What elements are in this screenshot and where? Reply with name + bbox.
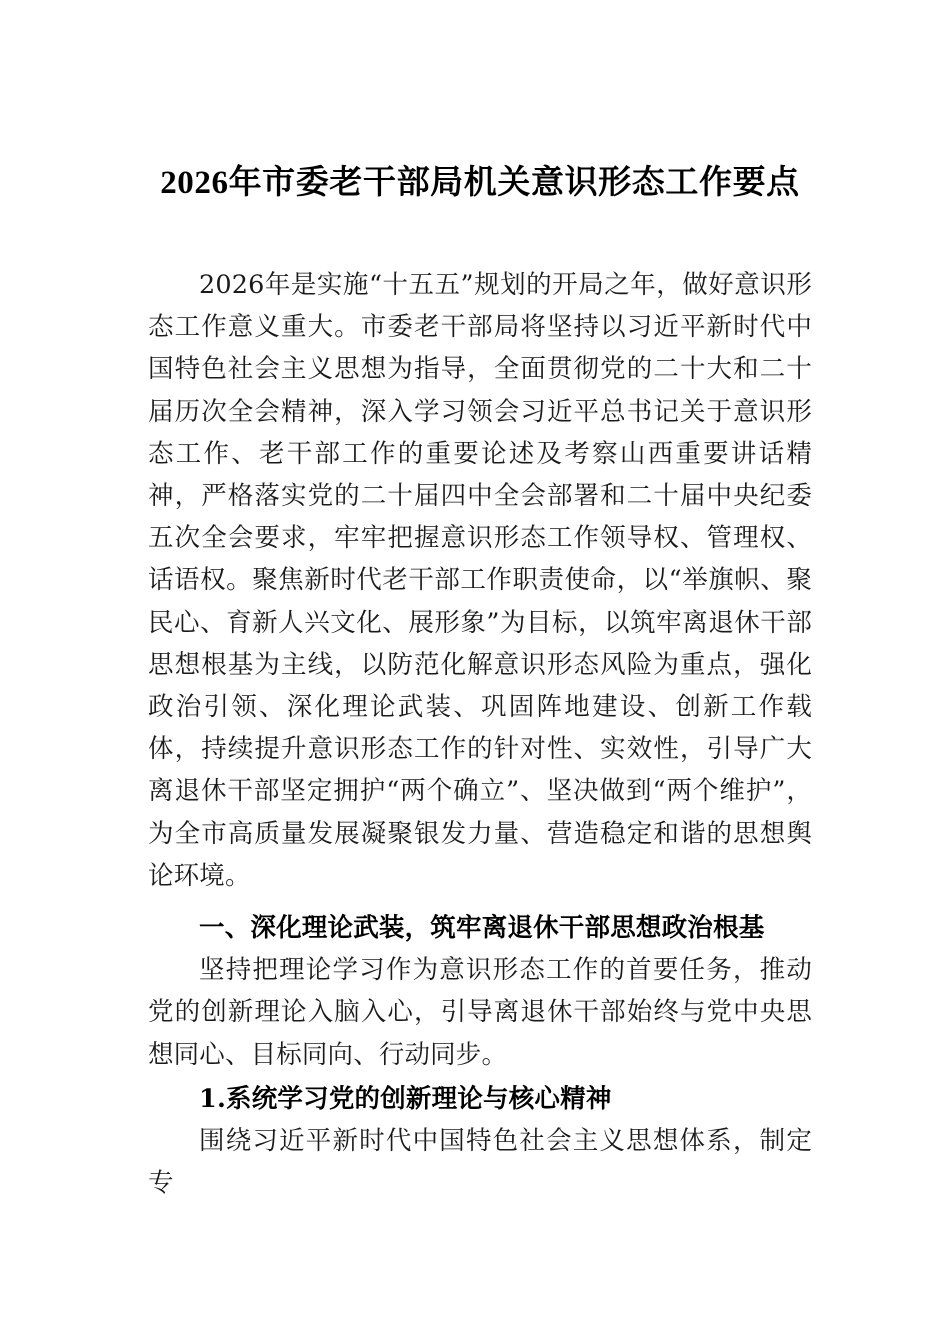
page-title: 2026年市委老干部局机关意识形态工作要点 [160,165,800,201]
document-content [148,0,812,1204]
section-heading-1: 一、深化理论武装，筑牢离退休干部思想政治根基 [199,914,765,943]
paragraph-opening: 2026年是实施“十五五”规划的开局之年，做好意识形态工作意义重大。市委老干部局将坚持以习近平新时代中国特色社会主义思想为指导，全面贯彻党的二十大和二十届历次全会精神，深入学习领会习近平总书记关于意识形态工作、老干部工作的重要论述及考察山西重要讲话精神，严格落实党的二十届四中全会部署和二十届中央纪委五次全会要求，牢牢把握意识形态工作领导权、管理权、话语权。聚焦新时代老干部工作职责使命，以“举旗帜、聚民心、育新人兴文化、展形象”为目标，以筑牢离退休干部思想根基为主线，以防范化解意识形态风险为重点，强化政治引领、深化理论武装、巩固阵地建设、创新工作载体，持续提升意识形态工作的针对性、实效性，引导广大离退休干部坚定拥护“两个确立”、坚决做到“两个维护”，为全市高质量发展凝聚银发力量、营造稳定和谐的思想舆论环境。 [148,270,812,891]
subsection-heading-1-1: 1.系统学习党的创新理论与核心精神 [199,1083,612,1114]
paragraph-subsection-1-1-body: 围绕习近平新时代中国特色社会主义思想体系，制定专 [148,1126,812,1199]
paragraph-section-1-intro: 坚持把理论学习作为意识形态工作的首要任务，推动党的创新理论入脑入心，引导离退休干部始终与党中央思想同心、目标同向、行动同步。 [148,955,812,1070]
